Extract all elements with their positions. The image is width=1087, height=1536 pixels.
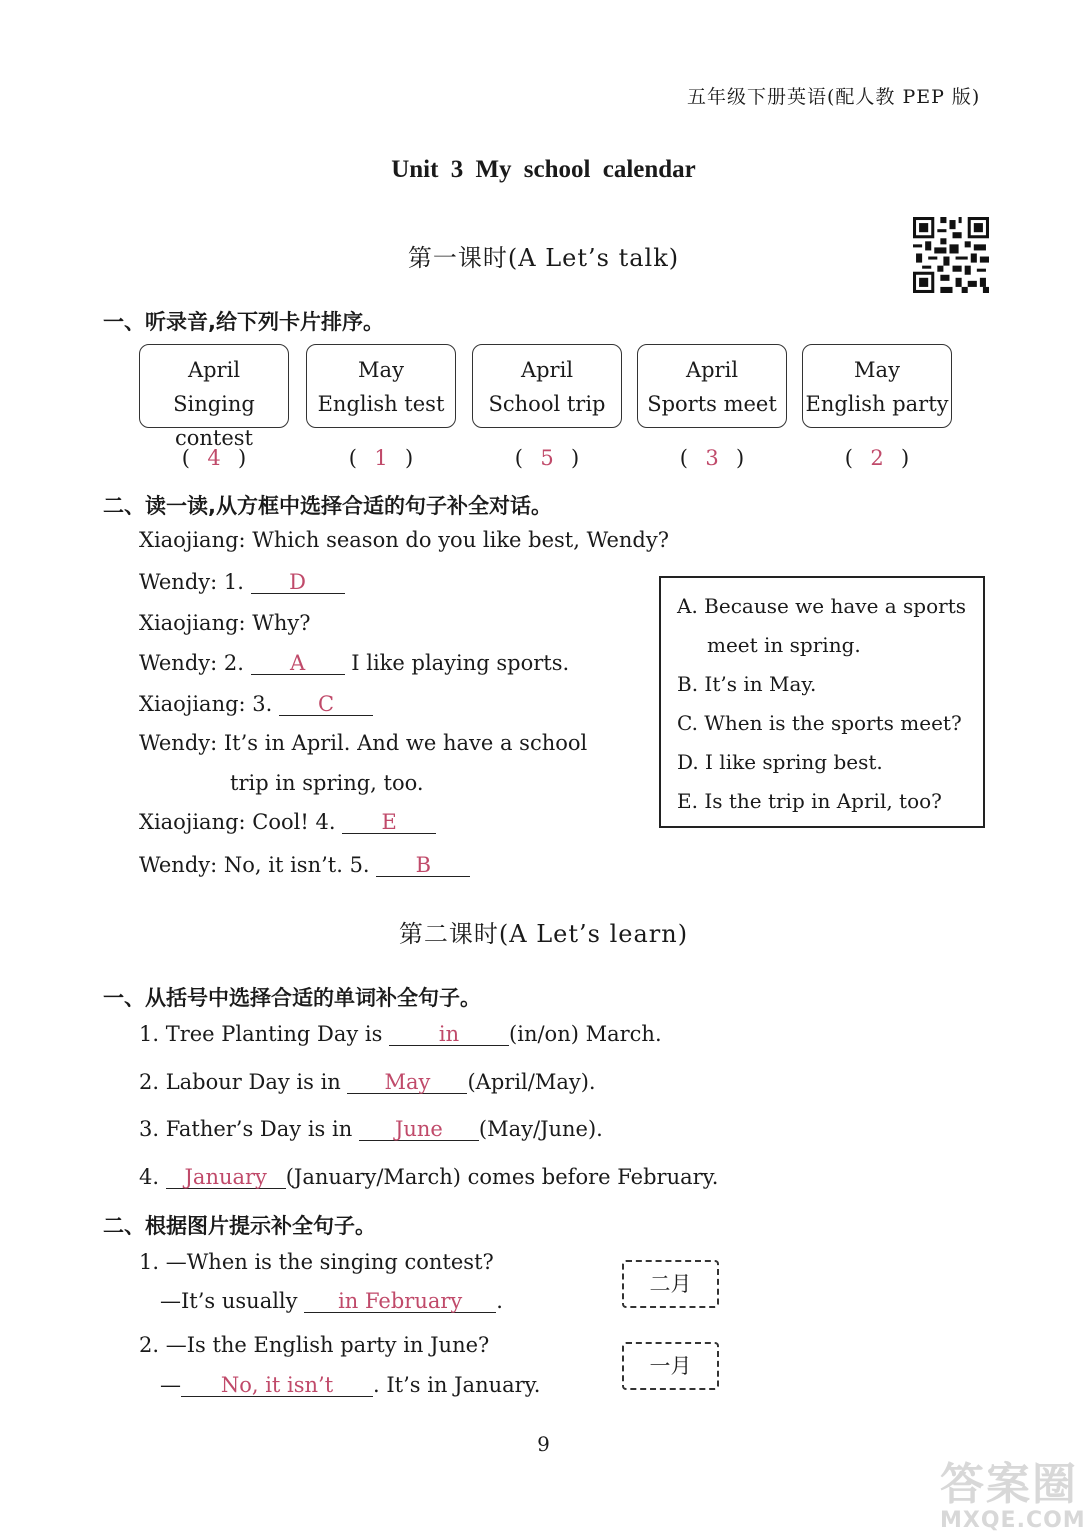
card-5: [802, 344, 952, 428]
q2-question: 2. —Is the English party in June?: [139, 1333, 490, 1357]
option-b: B. It’s in May.: [677, 672, 817, 696]
dialog-line: Xiaojiang: Cool! 4. E: [139, 810, 436, 834]
card-month: April: [685, 358, 739, 382]
fill-item-2: 2. Labour Day is in May (April/May).: [139, 1070, 596, 1094]
card-month: April: [520, 358, 574, 382]
order-answer-5: ( 2 ): [844, 446, 910, 470]
option-a: A. Because we have a sports: [677, 594, 967, 618]
options-box: [659, 576, 985, 828]
card-event: English test: [317, 392, 445, 416]
lesson2-title: 第二课时(A Let’s learn): [398, 920, 689, 948]
month-card-february: 二月: [622, 1260, 719, 1308]
dialog-line: Xiaojiang: 3. C: [139, 692, 373, 716]
dialog-line: Xiaojiang: Why?: [139, 611, 311, 635]
answer-blank: B: [376, 854, 470, 877]
dialog-line: Wendy: 2. A I like playing sports.: [139, 651, 570, 675]
option-a-cont: meet in spring.: [707, 633, 861, 657]
card-month: May: [854, 358, 900, 382]
page-number: 9: [537, 1432, 550, 1456]
card-month: May: [358, 358, 404, 382]
watermark-logo: 答案圈 MXQE.COM: [940, 1459, 1086, 1533]
answer-blank: D: [251, 571, 345, 594]
fill-item-3: 3. Father’s Day is in June (May/June).: [139, 1117, 603, 1141]
answer-blank: May: [347, 1071, 467, 1094]
order-answer-1: ( 4 ): [181, 446, 247, 470]
answer-blank: in: [389, 1023, 509, 1046]
month-card-january: 一月: [622, 1342, 719, 1390]
card-month: April: [187, 358, 241, 382]
dialog-line: trip in spring, too.: [230, 771, 424, 795]
card-event: School trip: [488, 392, 606, 416]
lesson1-part1-heading: 一、听录音,给下列卡片排序。: [103, 310, 384, 334]
fill-item-1: 1. Tree Planting Day is in (in/on) March.: [139, 1022, 662, 1046]
book-header: 五年级下册英语(配人教 PEP 版): [687, 86, 981, 108]
answer-blank: in February: [304, 1290, 496, 1313]
card-4: [637, 344, 787, 428]
dialog-line: Wendy: It’s in April. And we have a school: [139, 731, 588, 755]
card-2: [306, 344, 456, 428]
answer-blank: C: [279, 693, 373, 716]
lesson1-title: 第一课时(A Let’s talk): [407, 244, 680, 272]
answer-blank: June: [359, 1118, 479, 1141]
card-event: Sports meet: [647, 392, 777, 416]
order-answer-4: ( 3 ): [679, 446, 745, 470]
lesson1-part2-heading: 二、读一读,从方框中选择合适的句子补全对话。: [103, 494, 552, 518]
dialog-line: Wendy: No, it isn’t. 5. B: [139, 853, 470, 877]
option-e: E. Is the trip in April, too?: [677, 789, 942, 813]
dialog-line: Xiaojiang: Which season do you like best, Wendy?: [139, 528, 669, 552]
answer-blank: A: [251, 652, 345, 675]
card-1: [139, 344, 289, 450]
card-3: [472, 344, 622, 428]
card-event: English party: [805, 392, 949, 416]
option-d: D. I like spring best.: [677, 750, 883, 774]
lesson2-part2-heading: 二、根据图片提示补全句子。: [103, 1214, 376, 1238]
order-answer-3: ( 5 ): [514, 446, 580, 470]
answer-blank: January: [166, 1166, 286, 1189]
order-answer-2: ( 1 ): [348, 446, 414, 470]
answer-blank: E: [342, 811, 436, 834]
option-c: C. When is the sports meet?: [677, 711, 962, 735]
q2-answer-line: — No, it isn’t . It’s in January.: [160, 1373, 541, 1397]
unit-title: Unit 3 My school calendar: [391, 156, 696, 183]
q1-answer-line: —It’s usually in February .: [160, 1289, 503, 1313]
fill-item-4: 4. January (January/March) comes before February.: [139, 1165, 719, 1189]
q1-question: 1. —When is the singing contest?: [139, 1250, 494, 1274]
lesson2-part1-heading: 一、从括号中选择合适的单词补全句子。: [103, 986, 481, 1010]
dialog-line: Wendy: 1. D: [139, 570, 345, 594]
answer-blank: No, it isn’t: [181, 1374, 373, 1397]
card-event: Singing contest: [173, 392, 255, 450]
